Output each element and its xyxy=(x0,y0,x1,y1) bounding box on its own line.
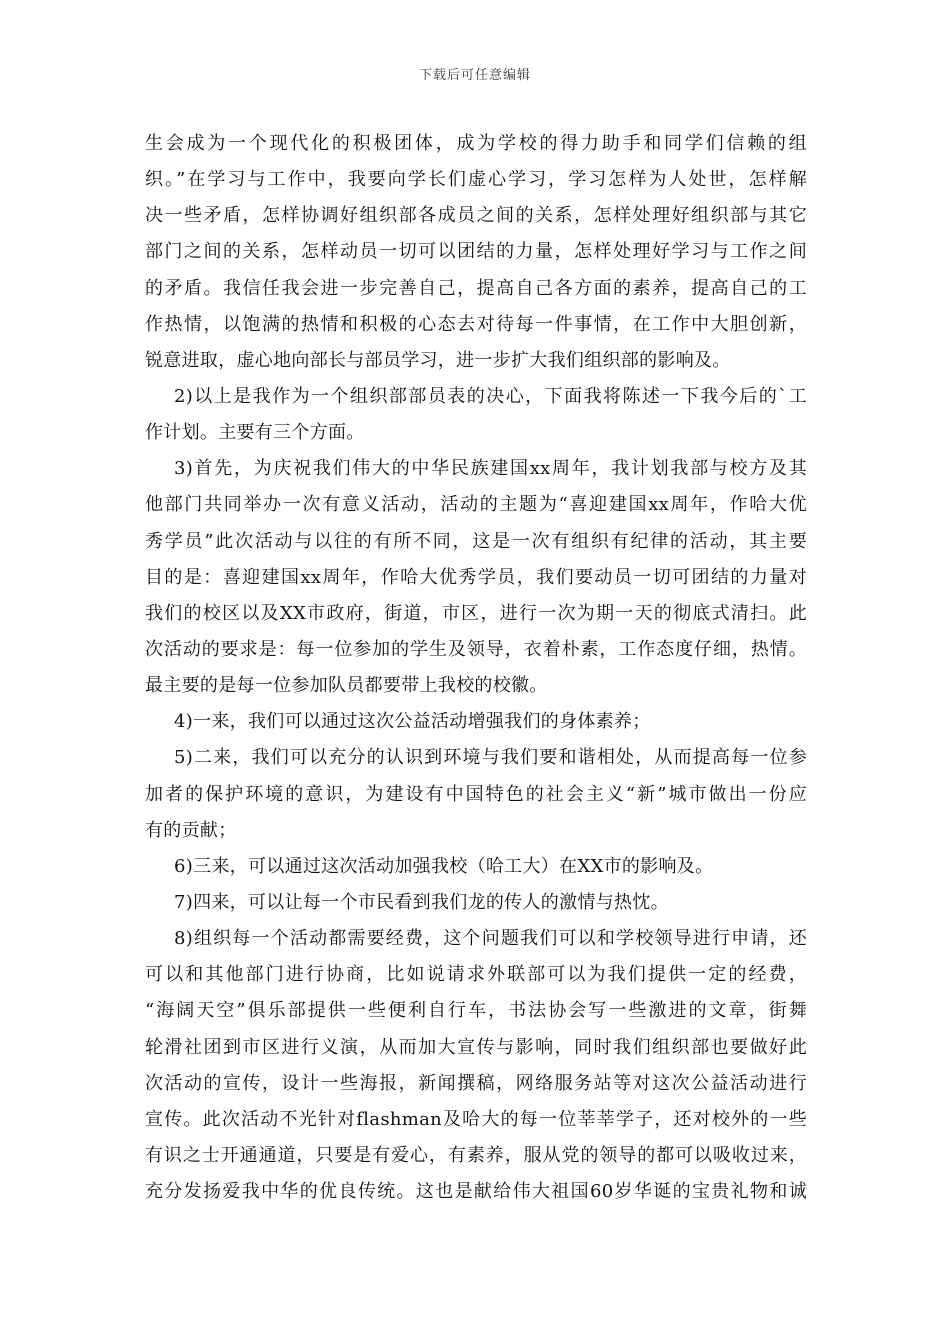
page-header: 下载后可任意编辑 xyxy=(418,68,531,83)
text-line: 4)一来，我们可以通过这次公益活动增强我们的身体素养； xyxy=(174,711,651,733)
text-line: 作计划。主要有三个方面。 xyxy=(145,422,365,444)
document-body xyxy=(145,126,807,1210)
text-line: 次活动的宣传，设计一些海报，新闻撰稿，网络服务站等对这次公益活动进行 xyxy=(145,1072,807,1094)
text-line: 加者的保护环境的意识，为建设有中国特色的社会主义“新”城市做出一份应 xyxy=(145,783,807,805)
text-line: 2)以上是我作为一个组织部部员表的决心，下面我将陈述一下我今后的`工 xyxy=(174,385,807,407)
text-line: 3)首先，为庆祝我们伟大的中华民族建国xx周年，我计划我部与校方及其 xyxy=(174,458,807,480)
text-line: 决一些矛盾，怎样协调好组织部各成员之间的关系，怎样处理好组织部与其它 xyxy=(145,205,807,227)
text-line: 6)三来，可以通过这次活动加强我校（哈工大）在XX市的影响及。 xyxy=(174,855,714,877)
text-line: 秀学员”此次活动与以往的有所不同，这是一次有组织有纪律的活动，其主要 xyxy=(145,530,807,552)
text-line: 他部门共同举办一次有意义活动，活动的主题为“喜迎建国xx周年，作哈大优 xyxy=(145,494,807,516)
text-line: 最主要的是每一位参加队员都要带上我校的校徽。 xyxy=(145,675,548,697)
text-line: 充分发扬爱我中华的优良传统。这也是献给伟大祖国60岁华诞的宝贵礼物和诚 xyxy=(145,1181,807,1203)
text-line: 锐意进取，虚心地向部长与部员学习，进一步扩大我们组织部的影响及。 xyxy=(145,349,731,371)
text-line: 8)组织每一个活动都需要经费，这个问题我们可以和学校领导进行申请，还 xyxy=(174,928,807,950)
text-line: 可以和其他部门进行协商，比如说请求外联部可以为我们提供一定的经费， xyxy=(145,964,807,986)
text-line: 有识之士开通通道，只要是有爱心，有素养，服从党的领导的都可以吸收过来， xyxy=(145,1144,807,1166)
text-line: 7)四来，可以让每一个市民看到我们龙的传人的激情与热忱。 xyxy=(174,891,669,913)
text-line: 轮滑社团到市区进行义演，从而加大宣传与影响，同时我们组织部也要做好此 xyxy=(145,1036,807,1058)
text-line: 目的是：喜迎建国xx周年，作哈大优秀学员，我们要动员一切可团结的力量对 xyxy=(145,566,807,588)
text-line: 有的贡献； xyxy=(145,819,237,841)
text-line: 织。”在学习与工作中，我要向学长们虚心学习，学习怎样为人处世，怎样解 xyxy=(145,169,807,191)
text-line: 的矛盾。我信任我会进一步完善自己，提高自己各方面的素养，提高自己的工 xyxy=(145,277,807,299)
text-line: 我们的校区以及XX市政府，街道，市区，进行一次为期一天的彻底式清扫。此 xyxy=(145,602,807,624)
text-line: “海阔天空”俱乐部提供一些便利自行车，书法协会写一些激进的文章，街舞 xyxy=(145,1000,807,1022)
text-line: 5)二来，我们可以充分的认识到环境与我们要和谐相处，从而提高每一位参 xyxy=(174,747,807,769)
text-line: 次活动的要求是：每一位参加的学生及领导，衣着朴素，工作态度仔细，热情。 xyxy=(145,638,807,660)
text-line: 宣传。此次活动不光针对flashman及哈大的每一位莘莘学子，还对校外的一些 xyxy=(145,1108,807,1130)
text-line: 部门之间的关系，怎样动员一切可以团结的力量，怎样处理好学习与工作之间 xyxy=(145,241,807,263)
text-line: 作热情，以饱满的热情和积极的心态去对待每一件事情，在工作中大胆创新， xyxy=(145,313,807,335)
text-line: 生会成为一个现代化的积极团体，成为学校的得力助手和同学们信赖的组 xyxy=(145,133,807,154)
